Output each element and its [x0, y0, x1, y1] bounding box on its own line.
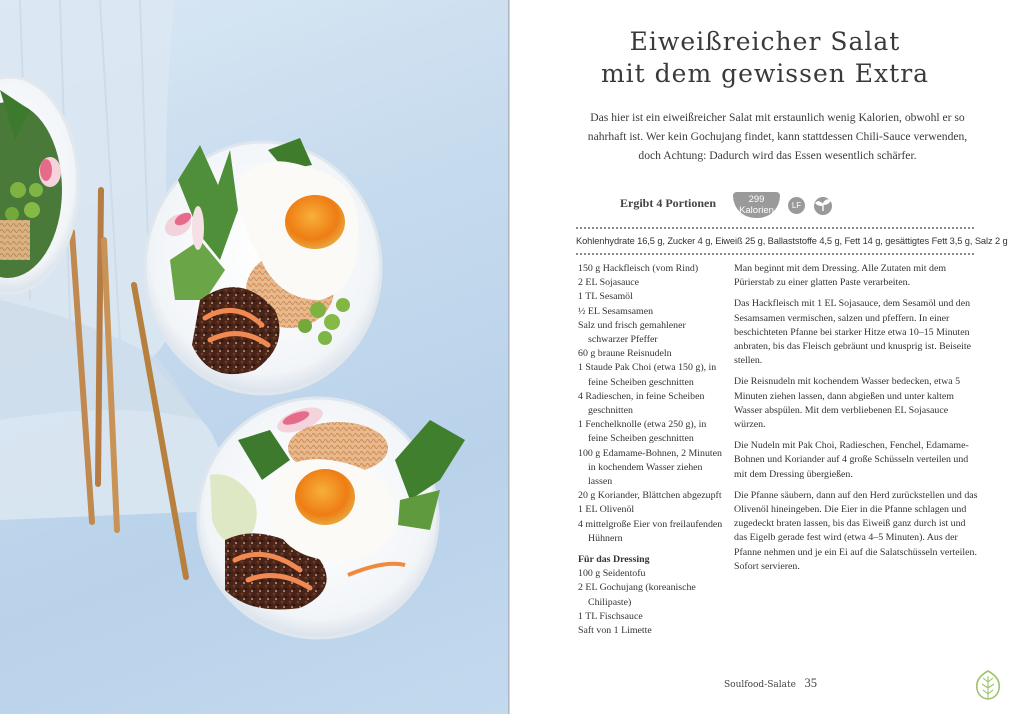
method-step: Das Hackfleisch mit 1 EL Sojasauce, dem Sesamöl und den Sesamsamen vermischen, salzen und pfeffern. In einer beschichteten Pfanne bei starker Hitze etwa 10–15 Minuten anbraten, bis das Fleisch gebräunt und knusprig ist. Beiseite stellen. — [734, 298, 971, 367]
ingredient-item: 100 g Edamame-Bohnen, 2 Minuten in kochendem Wasser ziehen lassen — [578, 447, 722, 488]
page-number: 35 — [804, 676, 817, 690]
ingredient-item: 1 Fenchelknolle (etwa 250 g), in feine Scheiben geschnitten — [578, 419, 707, 445]
ingredient-item: 60 g braune Reisnudeln — [578, 348, 672, 360]
nutrition-info: Kohlenhydrate 16,5 g, Zucker 4 g, Eiweiß 25 g, Ballaststoffe 4,5 g, Fett 14 g, gesättigtes Fett 3,5 g, Salz 2 g — [576, 227, 974, 255]
ingredient-item: 2 EL Sojasauce — [578, 277, 640, 289]
dressing-item: 1 TL Fischsauce — [578, 610, 643, 622]
sprout-icon — [813, 194, 833, 216]
calories-unit: Kalorien — [739, 205, 774, 216]
dressing-item: 2 EL Gochujang (koreanische Chilipaste) — [578, 582, 696, 608]
ingredient-item: 4 Radieschen, in feine Scheiben geschnitten — [578, 390, 705, 417]
ingredient-item: 4 mittelgroße Eier von freilaufenden Hühnern — [578, 518, 723, 544]
section-name: Soulfood-Salate — [724, 680, 796, 690]
recipe-page — [510, 0, 1020, 714]
food-photo — [0, 0, 508, 714]
ingredient-item: ½ EL Sesamsamen — [578, 305, 654, 317]
lactose-free-badge: LF — [788, 197, 805, 214]
portions-label: Ergibt 4 Portionen — [620, 196, 716, 210]
recipe-title-line-1: Eiweißreicher Salat — [629, 27, 901, 56]
dressing-heading: Für das Dressing — [578, 554, 650, 566]
ingredient-item: 150 g Hackfleisch (vom Rind) — [578, 263, 699, 274]
method-step: Die Nudeln mit Pak Choi, Radieschen, Fenchel, Edamame-Bohnen und Koriander auf 4 große Schüsseln verteilen und mit dem Dressing übergießen. — [734, 440, 969, 480]
calories-badge — [733, 192, 780, 218]
method-step: Man beginnt mit dem Dressing. Alle Zutaten mit dem Pürierstab zu einer glatten Paste verarbeiten. — [734, 263, 947, 289]
recipe-title — [510, 26, 1020, 90]
photo-illustration — [0, 0, 508, 714]
ingredient-item: 1 TL Sesamöl — [578, 291, 633, 303]
page-footer — [724, 676, 817, 691]
recipe-intro: Das hier ist ein eiweißreicher Salat mit erstaunlich wenig Kalorien, obwohl er so nahrhaft ist. Wer kein Gochujang findet, kann stattdessen Chili-Sauce verwenden, doch Achtung: Dadurch wird das Essen wesentlich schärfer. — [587, 111, 968, 162]
method-step: Die Reisnudeln mit kochendem Wasser bedecken, etwa 5 Minuten ziehen lassen, dann abgießen und unter kaltem Wasser abspülen. Mit dem verbliebenen EL Sojasauce würzen. — [734, 376, 961, 431]
ingredient-item: 1 Staude Pak Choi (etwa 150 g), in feine Scheiben geschnitten — [578, 362, 717, 388]
dressing-item: Saft von 1 Limette — [578, 625, 652, 637]
recipe-title-line-2: mit dem gewissen Extra — [600, 59, 930, 88]
calories-value: 299 — [748, 194, 765, 205]
ingredient-item: 20 g Koriander, Blättchen abgezupft — [578, 490, 722, 502]
ingredient-list — [578, 262, 728, 638]
method-step: Die Pfanne säubern, dann auf den Herd zurückstellen und das Olivenöl hineingeben. Die Eier in die Pfanne schlagen und zugedeckt braten lassen, bis das Eiweiß ganz durch ist und das Eigelb gerade fest wird (etwa 4–5 Minuten). Aus der Pfanne nehmen und je ein Ei auf die Salatschüsseln verteilen. Sofort servieren. — [734, 489, 978, 572]
leaf-icon — [972, 668, 1004, 702]
method-steps — [734, 262, 980, 581]
ingredient-item: Salz und frisch gemahlener schwarzer Pfeffer — [578, 319, 686, 346]
dressing-item: 100 g Seidentofu — [578, 568, 646, 580]
ingredient-item: 1 EL Olivenöl — [578, 504, 635, 516]
recipe-meta — [620, 192, 920, 222]
